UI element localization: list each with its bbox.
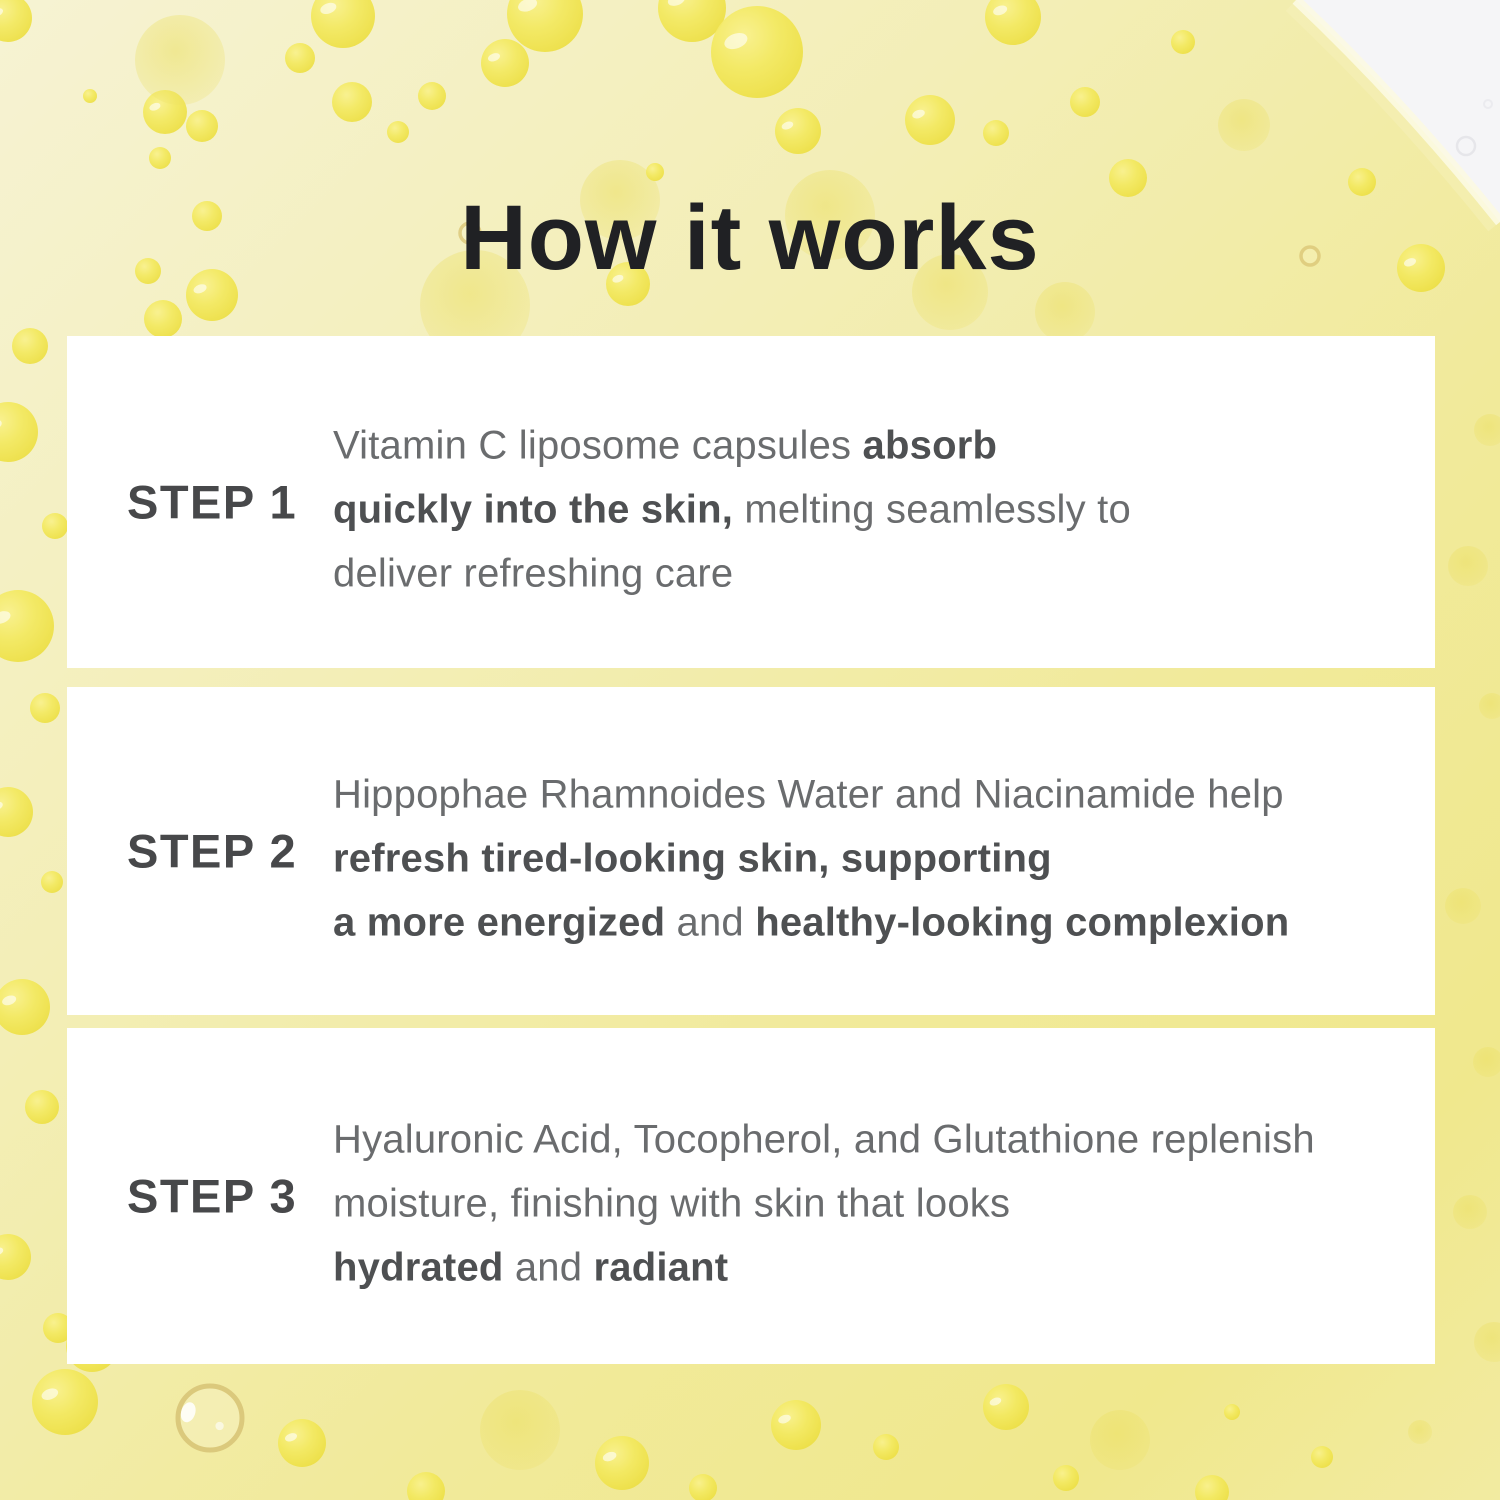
step-2-description: [333, 763, 1289, 955]
step-card-1: [67, 336, 1435, 668]
step-text-line: quickly into the skin, melting seamlessly to: [333, 487, 1131, 532]
step-text-line: Hyaluronic Acid, Tocopherol, and Glutathione replenish: [333, 1117, 1315, 1162]
step-2-label: STEP 2: [127, 824, 298, 878]
page-title: How it works: [460, 187, 1040, 289]
step-card-3: [67, 1028, 1435, 1364]
step-1-description: [333, 414, 1131, 606]
step-text-line: moisture, finishing with skin that looks: [333, 1181, 1011, 1226]
step-text-line: deliver refreshing care: [333, 551, 734, 596]
step-1-label: STEP 1: [127, 475, 298, 529]
step-text-line: a more energized and healthy-looking complexion: [333, 900, 1290, 945]
step-3-label: STEP 3: [127, 1169, 298, 1223]
step-text-line: refresh tired-looking skin, supporting: [333, 836, 1052, 881]
step-text-line: Vitamin C liposome capsules absorb: [333, 423, 998, 468]
step-3-description: [333, 1108, 1315, 1300]
step-text-line: hydrated and radiant: [333, 1245, 729, 1290]
step-card-2: [67, 687, 1435, 1015]
step-text-line: Hippophae Rhamnoides Water and Niacinamide help: [333, 772, 1284, 817]
